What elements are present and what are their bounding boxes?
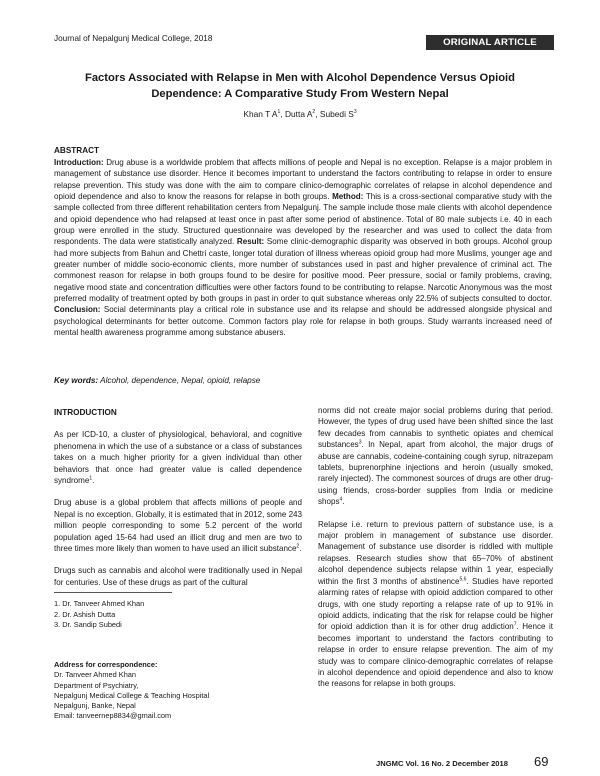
correspondence-line: Email: tanveernep8834@gmail.com (54, 711, 172, 721)
citation-ref: 7 (513, 621, 517, 628)
abstract-label: Method: (332, 192, 364, 202)
paragraph-text: Drug abuse is a global problem that affects millions of people and Nepal is no exception. Globally, it is estimated that in 2012, some 243 million people corresponding to some 5.2 percent of the world population aged 15-64 had used an illicit drug and men are two to three times more likely than women to have used an illicit substance (54, 498, 302, 554)
column-left (54, 407, 302, 599)
paragraph (318, 519, 553, 690)
page-number: 69 (534, 754, 549, 769)
paragraph-text: . In Nepal, apart from alcohol, the major drugs of abuse are cannabis, codeine-containing cough syrup, nitrazepam tablets, buprenorphine injections and heroin (usually smoked, rarely injected). The commonest sources of drugs are other drug-using friends, cross-border supplies from India or medicine shops (318, 440, 553, 507)
abstract-label: Conclusion: (54, 305, 101, 315)
author-footnotes (54, 599, 144, 631)
paragraph-text: norms did not create major social problems during that period. However, the types of drug used have been shifted since the last few decades from cannabis to synthetic opiates and chemical substances (318, 406, 553, 450)
author-line: Khan T $A^1$, Dutta $A^2$, Subedi $S^3$ (243, 109, 357, 119)
introduction-heading: INTRODUCTION (54, 408, 117, 417)
footnote-item: 1. Dr. Tanveer Ahmed Khan (54, 599, 145, 608)
citation-ref: 5,6 (459, 576, 467, 583)
abstract-text: Social determinants play a critical role in substance use and its relapse and should be addressed alongside physical and psychological determinants for better outcome. Common factors play role for relapse in both groups. Study warrants increased need of mental health awareness programme among substance abusers. (54, 305, 552, 338)
abstract-body (54, 157, 552, 339)
keywords (54, 376, 260, 385)
paragraph-text: . (299, 544, 302, 554)
paragraph-text: Relapse i.e. return to previous pattern of substance use, is a major problem in management of substance use disorder. Management of substance use disorder is riddled with multiple relapses. Research studies show that 65–70% of abstinent alcohol dependence subjects relapse within 1 year, especially within the first 3 months of abstinence (318, 519, 553, 586)
footer-citation: JNGMC Vol. 16 No. 2 December 2018 (376, 759, 508, 768)
abstract-text: This is a cross-sectional comparative study with the sample collected from three different rehabilitation centers from Nepalgunj. The sample include those male clients with alcohol dependence and opioid dependence who had relapsed at least once in past after some period of abstinence. Total of 80 male subjects i.e. 40 in each group were enrolled in the study. Structured questionnaire was developed by the researcher and was used to collect the data from respondents. The data were statistically analyzed. (54, 192, 552, 247)
author-name: Dutta A (284, 109, 313, 119)
paragraph: Drugs such as cannabis and alcohol were traditionally used in Nepal for centuries. Use of these drugs as part of the cultural (54, 566, 302, 587)
footnote-item: 3. Dr. Sandip Subedi (54, 620, 122, 630)
paragraph-text: . Hence it becomes important to understand the factors contributing to relapse in order to ensure relapse prevention. The aim of my study was to compare clinico-demographic correlates of relapse in alcohol dependence and opioid dependence and also to know the reasons for relapse in both groups. (318, 622, 553, 689)
paragraph-text: . (92, 476, 95, 486)
author-affiliation: 2 (312, 109, 316, 116)
author-affiliation: 3 (353, 109, 357, 116)
footnote-item: 2. Dr. Ashish Dutta (54, 609, 116, 619)
citation-ref: 2 (296, 543, 300, 550)
author-affiliation: 1 (277, 109, 281, 116)
article-title: Factors Associated with Relapse in Men with Alcohol Dependence Versus Opioid Dependence: A Comparative Study From Western Nepal (85, 72, 515, 100)
footnote-divider (54, 592, 172, 593)
abstract-label: Introduction: (54, 158, 104, 167)
paragraph (318, 405, 553, 508)
correspondence-line: Nepalgunj Medical College & Teaching Hospital (54, 690, 210, 700)
paragraph (54, 429, 302, 486)
abstract-text: Drug abuse is a worldwide problem that affects millions of people and Nepal is no exception. Relapse is a major problem in management of substance use disorder. Hence it becomes important to understand the factors contributing to relapse in order to ensure relapse prevention. This study was done with the aim to compare clinico-demographic correlates of relapse in alcohol dependence and opioid dependence and also to know the reasons for relapse in both groups. (54, 158, 552, 202)
abstract-heading: ABSTRACT (54, 146, 100, 155)
abstract-label: Result: (236, 237, 265, 247)
citation-ref: 3 (358, 439, 362, 446)
keywords-label: Key words: (54, 376, 99, 385)
paragraph-text: As per ICD-10, a cluster of physiological, behavioral, and cognitive phenomena in which the use of a substance or a class of substances takes on a much higher priority for a given individual than other behaviors that once had greater value is called dependence syndrome (54, 430, 302, 486)
abstract-text: Some clinic-demographic disparity was observed in both groups. Alcohol group had more subjects from Bahun and Chettri caste, longer total duration of illness whereas opioid group had more Muslims, younger age and greater number of middle socio-economic clients, more number of substances used in past and higher prevalence of criminal act. The commonest reason for relapse in both groups found to be desire for positive mood. Peer pressure, social or family problems, craving, negative mood state and concentration difficulties were other factors found to be contributing to relapse. Narcotic Anonymous was the most preferred modality of treatment opted by both groups in past in order to quit substance whereas only 22.5% of subjects consulted to doctor. (54, 237, 552, 304)
citation-ref: 1 (89, 475, 93, 482)
author-name: Subedi S (319, 109, 354, 119)
paragraph (54, 497, 302, 554)
correspondence-line: Department of Psychiatry, (54, 680, 139, 690)
citation-ref: 4 (339, 496, 343, 503)
correspondence-line: Nepalgunj, Banke, Nepal (54, 701, 136, 711)
paragraph-text: . (342, 497, 345, 507)
article-type-badge: ORIGINAL ARTICLE (426, 35, 554, 50)
correspondence-heading: Address for correspondence: (54, 660, 158, 669)
correspondence-block (54, 660, 209, 722)
author-name: Khan T A (243, 109, 278, 119)
keywords-text: Alcohol, dependence, Nepal, opioid, relapse (98, 376, 261, 385)
column-right (318, 405, 553, 701)
paragraph-text: . Studies have reported alarming rates of relapse with opioid addiction compared to other drugs, with one study reporting a relapse rate of up to 91% in opioid addicts, indicating that the risk for relapse could be higher for opioid addiction than it is for other drug addiction (318, 576, 553, 632)
journal-name: Journal of Nepalgunj Medical College, 2018 (54, 34, 213, 43)
correspondence-line: Dr. Tanveer Ahmed Khan (54, 670, 137, 680)
